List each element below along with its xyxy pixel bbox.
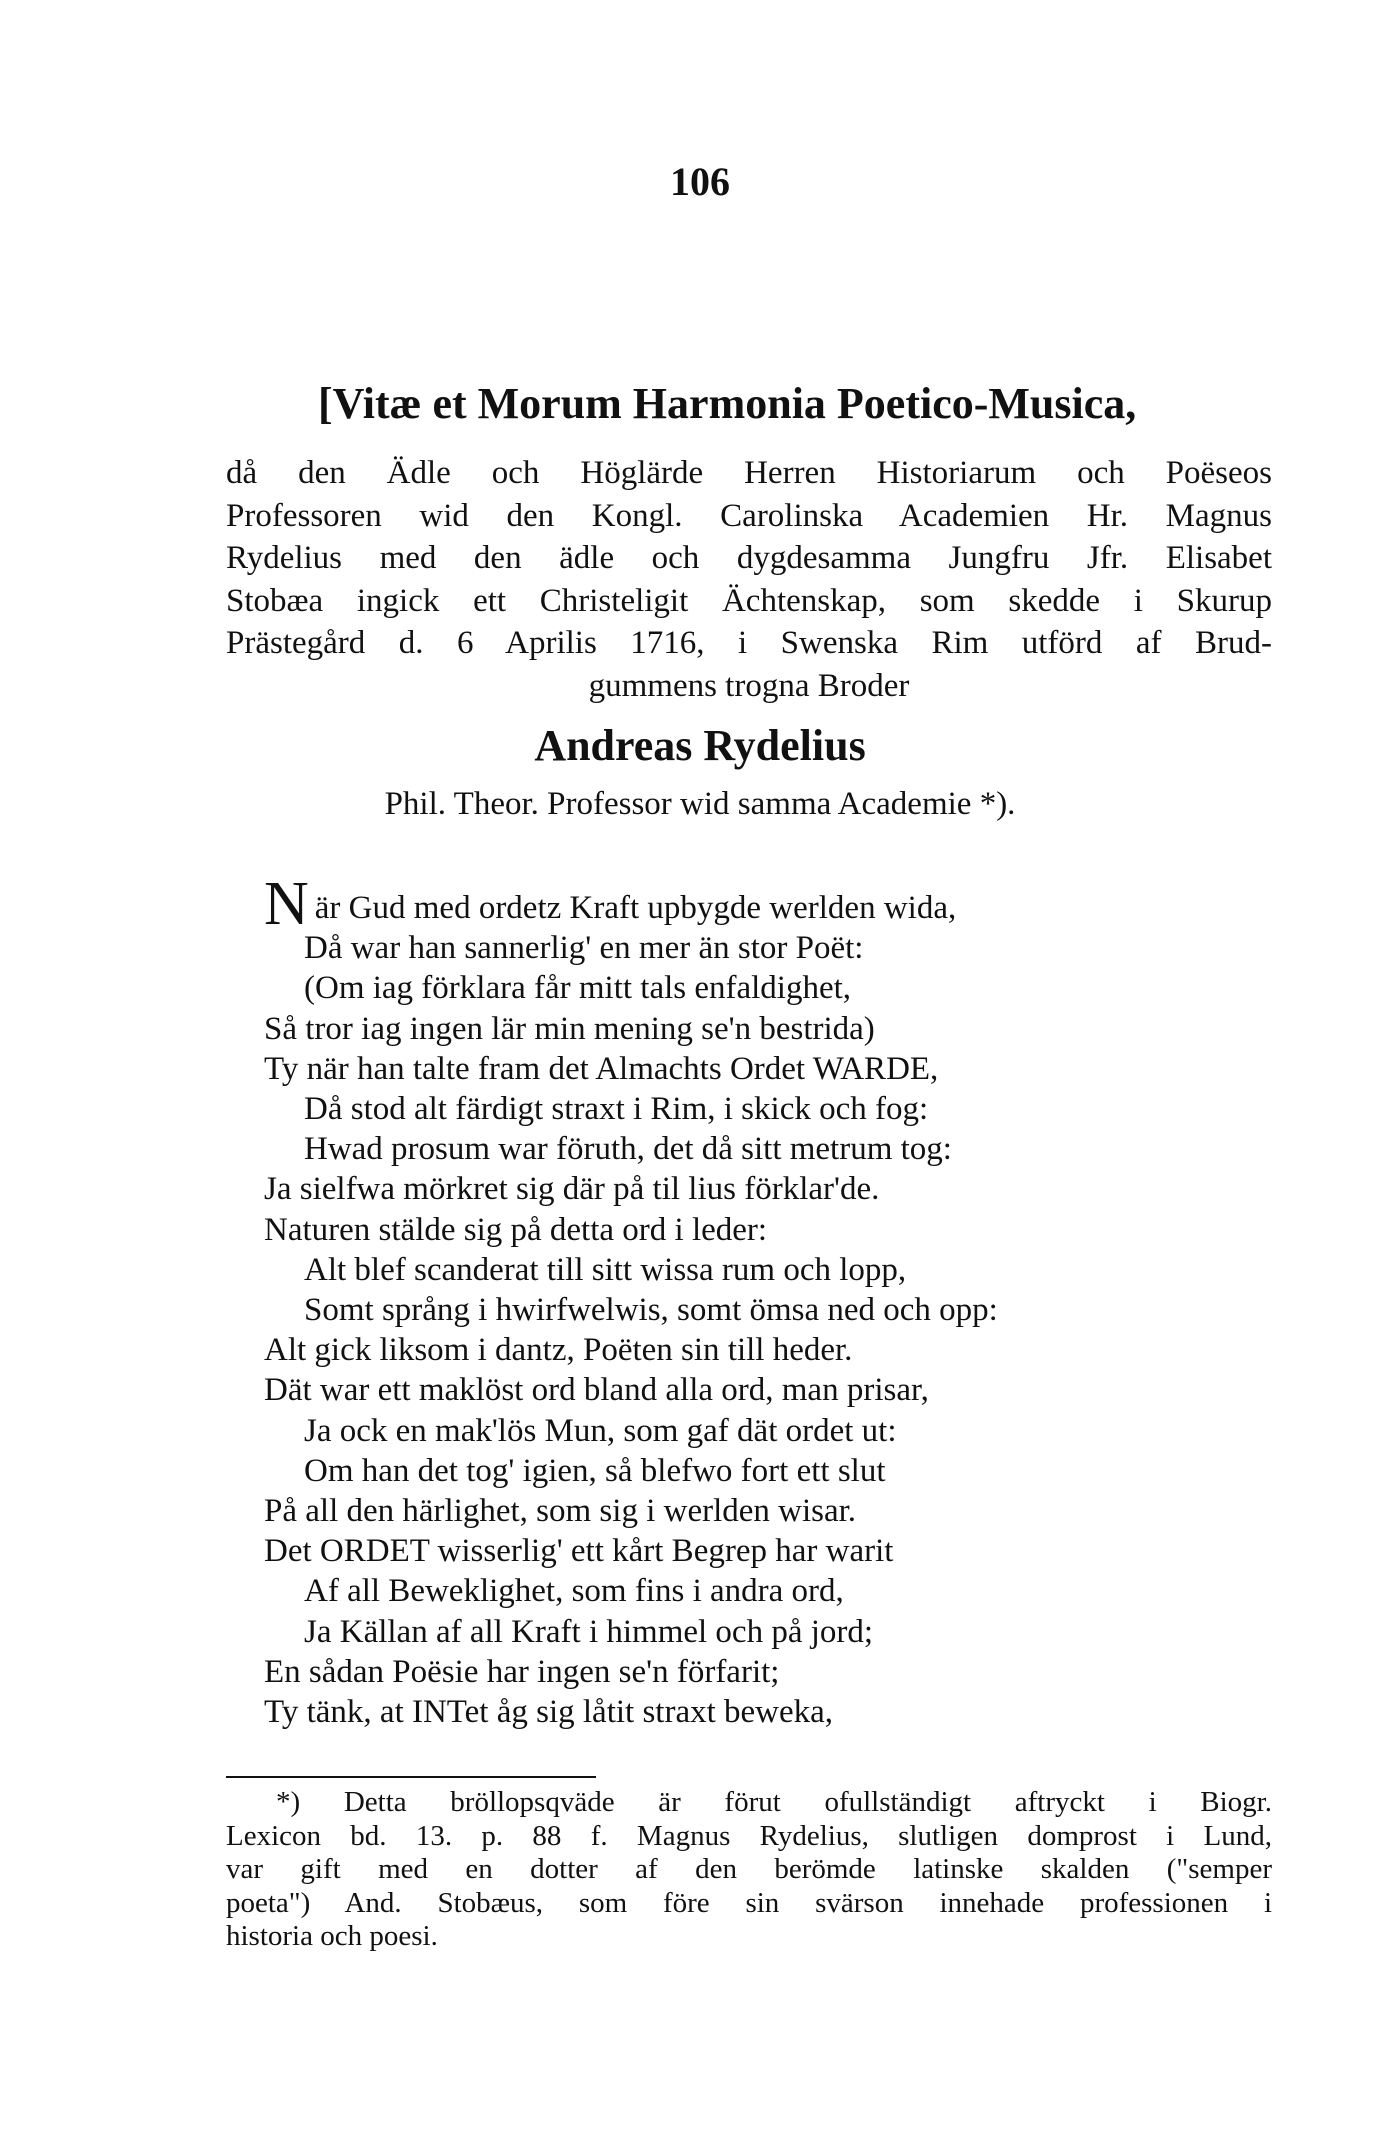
footnote-line: *) Detta bröllopsqväde är förut ofullständigt aftryckt i Biogr.	[276, 1786, 1272, 1818]
footnote-line: var gift med en dotter af den berömde latinske skalden ("semper	[226, 1853, 1272, 1885]
intro-line: Stobæa ingick ett Christeligit Ächtenskap, som skedde i Skurup	[226, 582, 1272, 619]
poem-line: Då war han sannerlig' en mer än stor Poët:	[304, 930, 864, 967]
poem-line: Dät war ett maklöst ord bland alla ord, man prisar,	[264, 1372, 929, 1409]
poem-line: Ty när han talte fram det Almachts Ordet WARDE,	[264, 1050, 939, 1087]
poem-line: Af all Beweklighet, som fins i andra ord,	[304, 1573, 844, 1610]
author-title: Phil. Theor. Professor wid samma Academie *).	[384, 786, 1016, 822]
author-name: Andreas Rydelius	[534, 721, 866, 770]
poem-line: Så tror iag ingen lär min mening se'n bestrida)	[264, 1010, 875, 1047]
footnote-line: Lexicon bd. 13. p. 88 f. Magnus Rydelius, slutligen domprost i Lund,	[226, 1819, 1272, 1852]
poem-line: Ty tänk, at INTet åg sig låtit straxt beweka,	[264, 1694, 834, 1731]
poem-line: Somt språng i hwirfwelwis, somt ömsa ned och opp:	[304, 1292, 998, 1329]
poem-line: (Om iag förklara får mitt tals enfaldighet,	[304, 970, 852, 1007]
intro-line: Prästegård d. 6 Aprilis 1716, i Swenska Rim utförd af Brud-	[226, 625, 1272, 661]
poem-line: Ja sielfwa mörkret sig där på til lius förklar'de.	[264, 1171, 880, 1208]
poem-line: Naturen stälde sig på detta ord i leder:	[264, 1211, 768, 1248]
poem-line: Om han det tog' igien, så blefwo fort ett slut	[304, 1452, 886, 1489]
intro-line: gummens trogna Broder	[588, 667, 910, 704]
intro-line: Rydelius med den ädle och dygdesamma Jungfru Jfr. Elisabet	[226, 540, 1272, 576]
poem-line: Alt gick liksom i dantz, Poëten sin till heder.	[264, 1332, 853, 1369]
poem-line: Det ORDET wisserlig' ett kårt Begrep har warit	[264, 1533, 894, 1570]
poem-line: På all den härlighet, som sig i werlden wisar.	[264, 1493, 857, 1530]
footnote	[226, 1786, 1272, 1954]
poem-line	[264, 870, 1224, 938]
intro-paragraph	[226, 452, 1272, 707]
intro-line: Professoren wid den Kongl. Carolinska Academien Hr. Magnus	[226, 497, 1272, 534]
poem-line: En sådan Poësie har ingen se'n förfarit;	[264, 1653, 780, 1690]
intro-line: då den Ädle och Höglärde Herren Historiarum och Poëseos	[226, 455, 1272, 491]
footnote-rule	[226, 1776, 596, 1778]
footnote-line: poeta") And. Stobæus, som före sin svärson innehade professionen i	[226, 1886, 1272, 1919]
first-line-text: är Gud med ordetz Kraft upbygde werlden wida,	[314, 890, 957, 926]
poem-body	[264, 870, 1224, 1732]
poem-line: Hwad prosum war föruth, det då sitt metrum tog:	[304, 1131, 952, 1168]
page-number: 106	[670, 159, 730, 204]
poem-line: Då stod alt färdigt straxt i Rim, i skick och fog:	[304, 1091, 929, 1128]
poem-line: Alt blef scanderat till sitt wissa rum och lopp,	[304, 1251, 907, 1288]
poem-line: Ja ock en mak'lös Mun, som gaf dät ordet ut:	[304, 1412, 897, 1449]
poem-line: Ja Källan af all Kraft i himmel och på jord;	[304, 1613, 874, 1650]
drop-cap: N	[264, 870, 309, 938]
footnote-line: historia och poesi.	[226, 1920, 438, 1952]
poem-title: [Vitæ et Morum Harmonia Poetico-Musica,	[318, 379, 1137, 428]
